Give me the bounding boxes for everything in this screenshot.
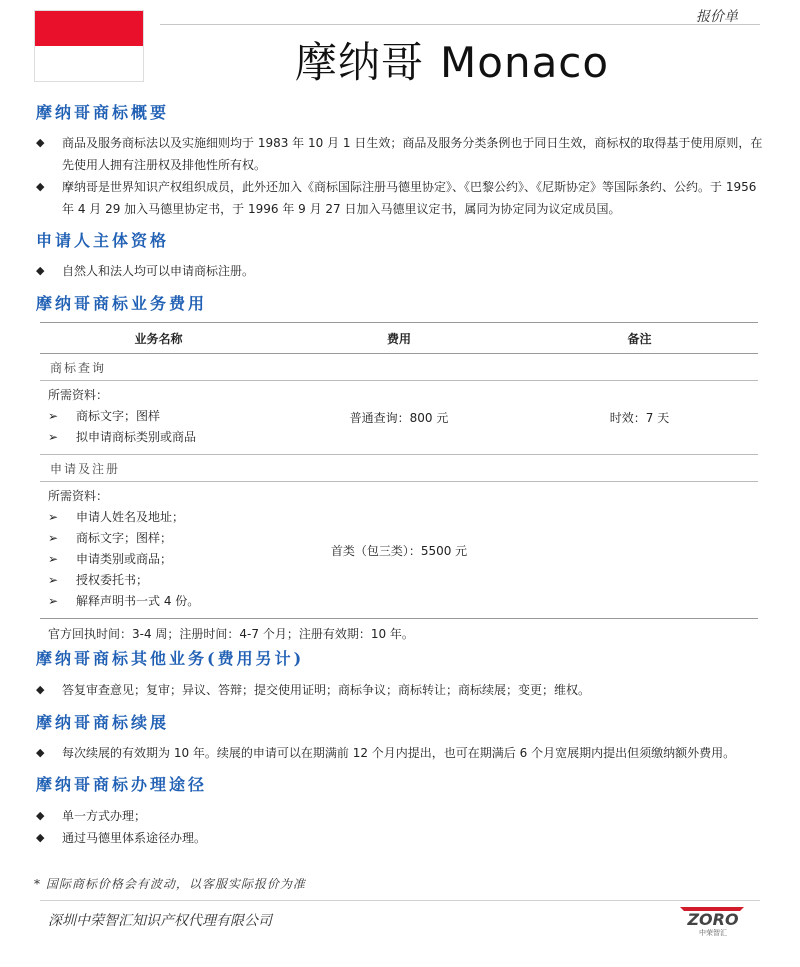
diamond-bullet-icon: ◆ [36,683,45,696]
table-row [40,482,758,619]
table-row [40,354,758,381]
diamond-bullet-icon: ◆ [36,136,45,149]
diamond-bullet-icon: ◆ [36,746,45,759]
doc-type-label: 报价单 [696,9,738,25]
registration-label: 申请及注册 [40,455,758,482]
arrow-bullet-icon: ➢ [48,573,59,587]
header-rule [160,24,760,25]
arrow-bullet-icon: ➢ [48,531,59,545]
list-item: ◆ 单一方式办理； [36,805,766,827]
search-remark: 时效：7 天 [609,411,670,425]
registration-remark [521,482,758,619]
list-item: ◆ 答复审查意见；复审；异议、答辩；提交使用证明；商标争议；商标转让；商标续展；变更；维权。 [36,679,766,701]
footer-rule [40,900,760,901]
monaco-flag [34,10,144,82]
title-english: Monaco [440,38,610,87]
fee-table [40,322,758,648]
diamond-bullet-icon: ◆ [36,180,45,193]
col-service-name: 业务名称 [40,323,277,354]
fees-heading: 摩纳哥商标业务费用 [36,294,208,313]
renewal-heading: 摩纳哥商标续展 [36,713,170,732]
table-row [40,381,758,455]
arrow-bullet-icon: ➢ [48,594,59,608]
list-item: ◆ 商品及服务商标法以及实施细则均于 1983 年 10 月 1 日生效；商品及服务分类条例也于同日生效，商标权的取得基于使用原则，在先使用人拥有注册权及排他性所有权。 [36,132,766,176]
other-services-list [36,679,766,701]
eligibility-heading: 申请人主体资格 [36,231,170,250]
routes-list [36,805,766,849]
routes-heading: 摩纳哥商标办理途径 [36,775,208,794]
registration-materials: 所需资料： ➢ 申请人姓名及地址； ➢ 商标文字；图样； ➢ 申请类别或商品； ➢ 授权委托书； ➢ 解释声明书一式 4 份。 [40,482,277,619]
table-row [40,619,758,649]
zoro-logo-icon [674,904,752,938]
search-materials: 所需资料： ➢ 商标文字；图样 ➢ 拟申请商标类别或商品 [40,381,277,455]
registration-fee: 首类（包三类）：5500 元 [277,482,521,619]
fee-note: 官方回执时间：3-4 周；注册时间：4-7 个月；注册有效期：10 年。 [48,627,414,641]
overview-list [36,132,766,220]
arrow-bullet-icon: ➢ [48,409,59,423]
list-item: ◆ 通过马德里体系途径办理。 [36,827,766,849]
page-title [295,30,609,90]
price-footnote: * 国际商标价格会有波动，以客服实际报价为准 [34,877,306,891]
list-item: ◆ 每次续展的有效期为 10 年。续展的申请可以在期满前 12 个月内提出，也可在期满后 6 个月宽展期内提出但须缴纳额外费用。 [36,742,766,764]
col-fee: 费用 [277,323,521,354]
arrow-bullet-icon: ➢ [48,552,59,566]
search-label: 商标查询 [40,354,758,381]
logo-subtext: 中荣智汇 [699,929,727,937]
flag-red-band [35,11,143,46]
eligibility-list [36,260,766,282]
arrow-bullet-icon: ➢ [48,430,59,444]
table-header-row [40,323,758,354]
col-remark: 备注 [521,323,758,354]
renewal-list [36,742,766,764]
diamond-bullet-icon: ◆ [36,831,45,844]
title-chinese: 摩纳哥 [295,38,425,87]
search-fee: 普通查询：800 元 [349,411,449,425]
flag-white-band [35,46,143,81]
diamond-bullet-icon: ◆ [36,264,45,277]
diamond-bullet-icon: ◆ [36,809,45,822]
table-row [40,455,758,482]
arrow-bullet-icon: ➢ [48,510,59,524]
list-item: ◆ 自然人和法人均可以申请商标注册。 [36,260,766,282]
overview-heading: 摩纳哥商标概要 [36,103,170,122]
company-name: 深圳中荣智汇知识产权代理有限公司 [48,913,272,929]
list-item: ◆ 摩纳哥是世界知识产权组织成员，此外还加入《商标国际注册马德里协定》、《巴黎公约》、《尼斯协定》等国际条约、公约。于 1956 年 4 月 29 加入马德里协定书，于 1996 年 9 月 27 日加入马德里议定书，属同为协定同为议定成员国。 [36,176,766,220]
logo-wordmark: ZORO [687,910,739,929]
other-services-heading: 摩纳哥商标其他业务(费用另计) [36,649,305,668]
